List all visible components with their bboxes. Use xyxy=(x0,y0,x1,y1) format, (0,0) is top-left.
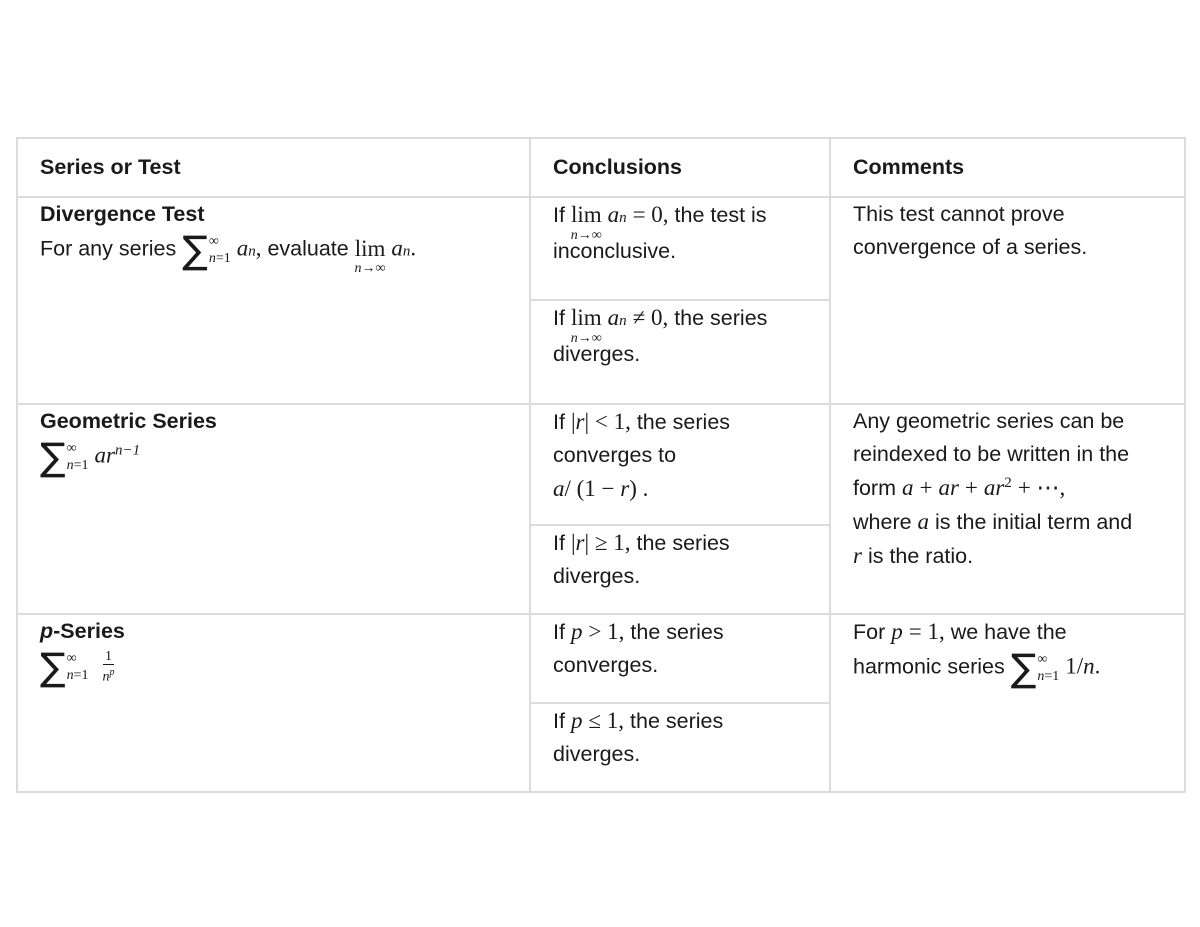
table-row xyxy=(17,197,1185,300)
sum-formula: ∑ ∞ n=1 xyxy=(182,228,231,272)
conclusion-cell: If lim n→∞ an = 0, the test is inconclusive. xyxy=(530,197,830,300)
test-description: For any series ∑ ∞ n=1 an, evaluate lim n→∞ an. xyxy=(40,228,417,277)
limit-formula: lim n→∞ xyxy=(570,305,602,346)
test-name: p-Series xyxy=(40,619,125,643)
conclusion-cell: If p > 1, the series converges. xyxy=(530,614,830,703)
sum-formula: ∑ ∞ n=1 xyxy=(1010,646,1060,690)
header-series-or-test: Series or Test xyxy=(17,138,530,197)
series-tests-table xyxy=(16,137,1186,793)
geometric-series-cell xyxy=(17,404,530,614)
test-name: Geometric Series xyxy=(40,409,217,433)
p-series-cell xyxy=(17,614,530,792)
comment-cell: This test cannot prove convergence of a series. xyxy=(830,197,1185,404)
series-formula: ∑ ∞ n=1 $ar^{n-1}$ xyxy=(40,435,141,479)
header-comments: Comments xyxy=(830,138,1185,197)
conclusion-cell: If |r| ≥ 1, the series diverges. xyxy=(530,525,830,614)
table-row xyxy=(17,404,1185,525)
limit-formula: lim n→∞ xyxy=(354,235,386,277)
series-formula: ∑ ∞ n=1 $\frac{1}{n^p}$ xyxy=(40,645,115,689)
test-name: Divergence Test xyxy=(40,202,205,226)
conclusion-cell: If lim n→∞ an ≠ 0, the series diverges. xyxy=(530,300,830,404)
conclusion-cell: If |r| < 1, the series converges to a/ (1 − r) . xyxy=(530,404,830,525)
limit-formula: lim n→∞ xyxy=(570,202,602,243)
conclusion-cell: If p ≤ 1, the series diverges. xyxy=(530,703,830,792)
header-row xyxy=(17,138,1185,197)
table-row xyxy=(17,614,1185,703)
divergence-test-cell xyxy=(17,197,530,404)
comment-cell: For p = 1, we have the harmonic series ∑ ∞ n=1 1/n. xyxy=(830,614,1185,792)
header-conclusions: Conclusions xyxy=(530,138,830,197)
comment-cell: Any geometric series can be reindexed to be written in the form a + ar + $ar^2$ + ⋯, where a is the initial term and r is the ratio. xyxy=(830,404,1185,614)
fraction: $\frac{1}{n^p}$ xyxy=(102,649,115,685)
